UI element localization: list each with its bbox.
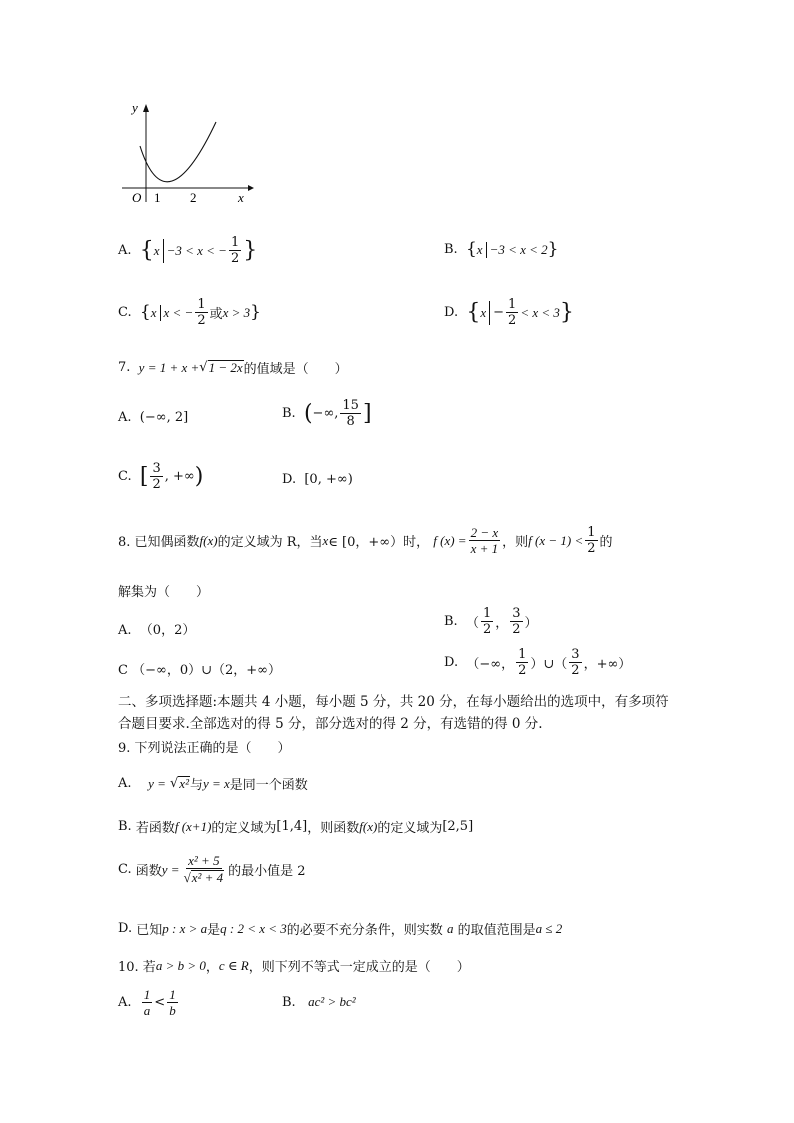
q9-option-a[interactable]: A. y = √ x² 与 y = x 是同一个函数 [118, 775, 308, 793]
function-definition: f (x) = [433, 532, 467, 548]
q7-option-b[interactable]: B. ( −∞, $\frac{15}{8}$ ] [282, 398, 372, 429]
stem-text: 的必要不充分条件，则实数 [286, 923, 443, 938]
y-axis-label: y [132, 100, 138, 115]
option-text: [0, +∞) [304, 472, 353, 487]
question-number: 7. [118, 360, 131, 375]
q10-option-a[interactable] [118, 988, 180, 1017]
set-var: x [153, 242, 160, 258]
stem-text: 的定义域为 [377, 821, 443, 836]
y-axis-arrow [143, 104, 149, 112]
expression: y = [161, 861, 180, 877]
option-label: B. [282, 406, 296, 421]
section-heading: 二、多项选择题:本题共 4 小题，每小题 5 分，共 20 分，在每小题给出的选项中，有多项符 [118, 694, 669, 710]
interval: [1,4] [276, 819, 308, 834]
stem-text: 的定义域为 [211, 821, 277, 836]
fraction: $\frac{1}{a}$ [143, 987, 151, 1018]
q7-option-c[interactable]: C. [ $\frac{3}{2}$ , +∞ ) [118, 461, 204, 492]
fraction: $\frac{1}{2}$ [482, 606, 492, 637]
expression: y = [148, 775, 166, 791]
q8-option-a[interactable] [118, 619, 195, 638]
option-label: A. [118, 776, 132, 791]
option-text: −∞, [312, 406, 339, 421]
stem-text: ∈ [0，+∞）时， [328, 535, 430, 550]
q8-option-c[interactable] [118, 659, 281, 678]
option-text: ac² > bc² [308, 994, 356, 1009]
expression: y = 1 + x + [138, 359, 200, 375]
option-label: C. [118, 305, 132, 320]
set-var: x [150, 304, 157, 320]
option-text: （−∞，0）∪（2，+∞） [132, 663, 281, 678]
q8-stem-line2: 解集为（ ） [118, 585, 210, 600]
function-name: f(x) [199, 532, 218, 548]
operator: < [154, 995, 166, 1010]
radicand: 1 − 2x [208, 359, 243, 375]
stem-text: 是 [207, 923, 221, 938]
q8-option-d[interactable] [444, 648, 631, 677]
q8-stem [118, 526, 613, 555]
tick-2-label: 2 [190, 190, 197, 205]
option-label: C. [118, 862, 132, 878]
option-label: B. [444, 614, 458, 629]
fraction: $\frac{3}{2}$ [152, 461, 161, 492]
stem-text: 若函数 [135, 821, 175, 836]
q7-option-a[interactable] [118, 410, 188, 425]
q9-stem: 9. 下列说法正确的是（ ） [118, 741, 291, 756]
stem-text: ，则 [502, 535, 529, 550]
interval: [2,5] [442, 819, 474, 834]
stem-text: 的 [599, 535, 613, 550]
set-condition: x < − [163, 304, 194, 320]
q8-option-b[interactable]: B. （ $\frac{1}{2}$ ， $\frac{3}{2}$ ） [444, 606, 538, 637]
or-text: 或 [209, 307, 223, 322]
stem-text: 8. 已知偶函数 [118, 535, 200, 550]
option-label: C [118, 663, 128, 678]
option-text: ）∪（ [530, 657, 568, 672]
option-label: B. [444, 242, 458, 257]
option-text: （−∞， [466, 657, 515, 672]
separator: ， [205, 960, 219, 975]
option-text: , +∞ [164, 469, 195, 484]
parabola-curve [140, 122, 216, 182]
fraction: $\frac{1}{2}$ [508, 297, 517, 328]
option-label: D. [118, 921, 133, 936]
fraction: $\frac{1}{b}$ [169, 987, 176, 1018]
condition-q: q : 2 < x < 3 [220, 920, 287, 936]
option-label: D. [444, 655, 459, 670]
set-condition-2: x > 3 [222, 304, 251, 320]
option-label: B. [282, 994, 296, 1010]
stem-text: ，则函数 [307, 821, 360, 836]
option-text: （0，2） [139, 623, 196, 638]
condition: a > b > 0 [155, 957, 206, 973]
x-axis-arrow [248, 185, 254, 191]
fraction: $\frac{1}{2}$ [587, 525, 596, 556]
option-label: A. [118, 410, 132, 425]
stem-text: 与 [189, 778, 203, 793]
x-axis-label: x [238, 190, 244, 205]
result: a ≤ 2 [535, 920, 563, 936]
stem-text: 的最小值是 2 [228, 864, 306, 880]
option-label: D. [282, 472, 297, 487]
condition: c ∈ R [218, 957, 249, 973]
set-condition: < x < 3 [520, 304, 560, 320]
option-label: A. [118, 243, 132, 258]
q6-option-c[interactable]: C. { x x < − $\frac{1}{2}$ 或 x > 3 } [118, 297, 261, 328]
stem-text: 的定义域为 R，当 [217, 535, 323, 550]
fraction: $\frac{1}{2}$ [518, 647, 527, 678]
q9-option-c[interactable] [118, 854, 306, 885]
tick-1-label: 1 [154, 190, 161, 205]
fraction: $\frac{3}{2}$ [512, 606, 521, 637]
option-label: A. [118, 995, 132, 1010]
q9-option-d[interactable] [118, 919, 562, 938]
q6-option-a[interactable]: A. { x −3 < x < − $\frac{1}{2}$ } [118, 235, 258, 266]
stem-text: 10. 若 [118, 960, 156, 975]
expression: y = x [202, 775, 230, 791]
fraction: $\frac{15}{8}$ [342, 398, 359, 429]
function-name: f (x+1) [174, 818, 212, 834]
option-label: B. [118, 819, 132, 834]
fraction: $\frac{2 - x}{x + 1}$ [470, 525, 499, 556]
option-label: C. [118, 469, 132, 484]
fraction: $\frac{3}{2}$ [571, 647, 580, 678]
fraction: $\frac{1}{2}$ [197, 297, 206, 328]
fraction: $\frac{\text{x² + 5}}{\text{√x² + 4}}$ [183, 853, 224, 885]
set-var: x [480, 304, 487, 320]
q7-option-d[interactable] [282, 472, 353, 487]
origin-label: O [132, 190, 142, 205]
stem-text: 的取值范围是 [457, 923, 536, 938]
set-condition: −3 < x < − [166, 242, 227, 258]
condition-p: p : x > a [162, 920, 208, 936]
stem-text: 的值域是（ ） [243, 362, 348, 377]
option-text: ，+∞） [583, 657, 632, 672]
q6-option-b[interactable]: B. { x −3 < x < 2 } [444, 239, 559, 259]
stem-text: 已知 [136, 923, 163, 938]
variable: a [446, 920, 454, 936]
function-name: f(x) [359, 818, 378, 834]
option-label: D. [444, 305, 459, 320]
q6-option-d[interactable]: D. { x − $\frac{1}{2}$ < x < 3 } [444, 297, 574, 328]
minus-sign: − [493, 305, 505, 320]
inequality: f (x − 1) < [528, 532, 584, 548]
option-label: A. [118, 623, 132, 638]
section-heading-line2: 合题目要求.全部选对的得 5 分，部分选对的得 2 分，有选错的得 0 分. [118, 716, 543, 732]
parabola-graph [118, 98, 258, 208]
option-text: (−∞, 2] [139, 410, 189, 425]
set-condition: −3 < x < 2 [489, 241, 548, 257]
stem-text: 是同一个函数 [229, 778, 308, 793]
stem-text: 函数 [135, 864, 162, 880]
fraction: $\frac{1}{2}$ [230, 235, 240, 266]
q10-option-b[interactable] [282, 994, 356, 1010]
q9-option-b[interactable] [118, 817, 473, 836]
stem-text: ，则下列不等式一定成立的是（ ） [248, 960, 470, 975]
q10-stem [118, 956, 470, 975]
set-var: x [476, 241, 483, 257]
variable: x [322, 532, 329, 548]
q7-stem: 7. y = 1 + x + √ 1 − 2x 的值域是（ ） [118, 359, 348, 377]
radicand: x² [179, 775, 189, 791]
